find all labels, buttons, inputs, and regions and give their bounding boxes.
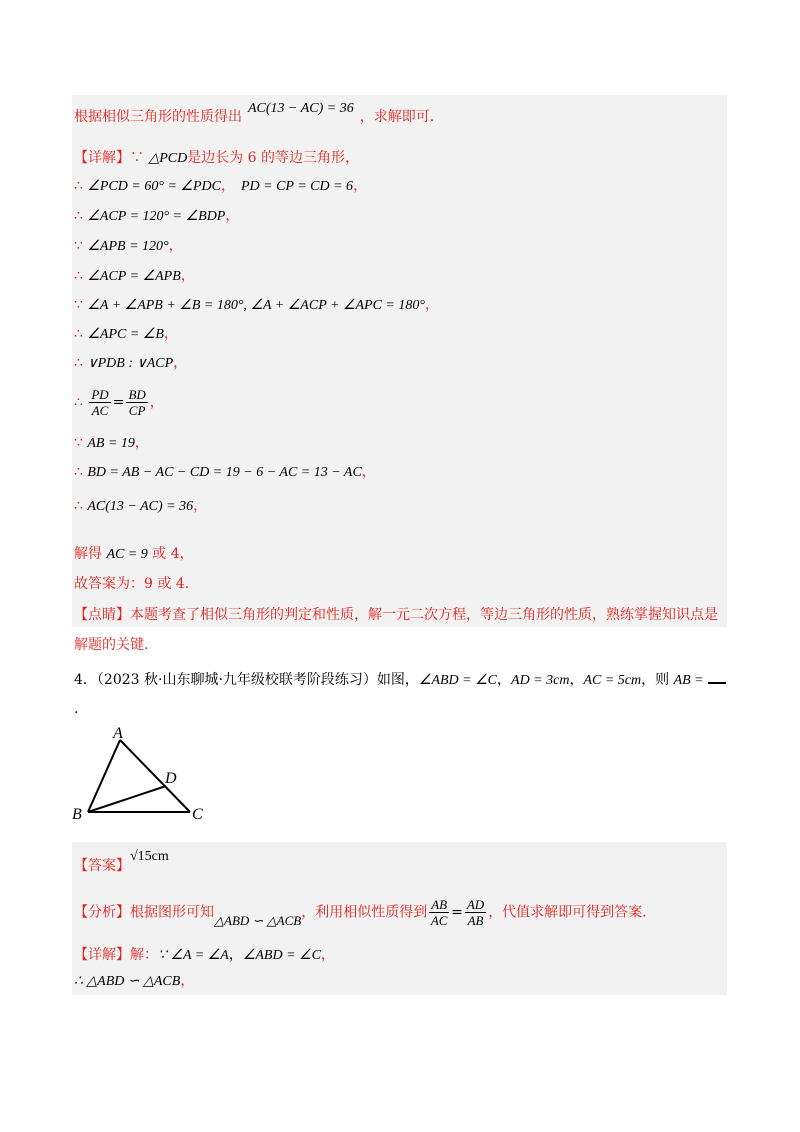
detail-step: ∴ BD = AB − AC − CD = 19 − 6 − AC = 13 − AC， [74,464,376,480]
analysis-row: 【分析】根据图形可知△ABD ∽ △ACB，利用相似性质得到 $\frac{AB}{AC}$ = $\frac{AD}{AB}$ ，代值求解即可得到答案. [74,897,647,928]
ratio-step: ∴ $\frac{PD}{AC}$ = $\frac{BD}{CP}$ ， [74,387,164,418]
detail-step: ∵ ∠APB = 120°， [74,238,183,254]
detail-step: ∵ AB = 19， [74,435,149,451]
question-4-period: . [74,701,79,717]
final-row-bottom: ∴ △ABD ∽ △ACB， [74,973,195,989]
label-a: A [113,725,123,742]
detail-heading: 【详解】∵ △PCD是边长为 6 的等边三角形， [74,150,360,166]
label-d: D [165,770,177,787]
answer-blank [708,668,726,684]
detail-step: ∴ ∠ACP = ∠APB， [74,268,195,284]
comment-line-2: 解题的关键. [74,637,149,653]
question-4: 4．（2023 秋·山东聊城·九年级校联考阶段练习）如图，∠ABD = ∠C，AD = 3cm，AC = 5cm，则 AB = [74,668,726,690]
solve-line: 解得 AC = 9 或 4， [74,546,194,562]
answer-row: 【答案】√15cm [74,849,169,874]
detail-step: ∴ ∠PCD = 60° = ∠PDC， PD = CP = CD = 6， [74,178,368,194]
detail-row-bottom: 【详解】解：∵ ∠A = ∠A，∠ABD = ∠C， [74,947,335,963]
triangle-figure [68,722,218,827]
label-b: B [72,806,82,823]
answer-line: 故答案为：9 或 4. [74,576,190,592]
detail-step: ∴ ∠APC = ∠B， [74,326,178,342]
detail-step: ∴ ∠ACP = 120° = ∠BDP， [74,208,240,224]
detail-step: ∴ ∨PDB : ∨ACP， [74,355,188,371]
solution-intro: 根据相似三角形的性质得出AC(13 − AC) = 36，求解即可. [74,101,435,125]
comment-line-1: 【点睛】本题考查了相似三角形的判定和性质，解一元二次方程，等边三角形的性质，熟练掌握知识点是 [74,607,718,623]
label-c: C [192,806,203,823]
detail-step: ∵ ∠A + ∠APB + ∠B = 180°, ∠A + ∠ACP + ∠APC = 180°， [74,297,439,313]
detail-step: ∴ AC(13 − AC) = 36， [74,498,208,514]
